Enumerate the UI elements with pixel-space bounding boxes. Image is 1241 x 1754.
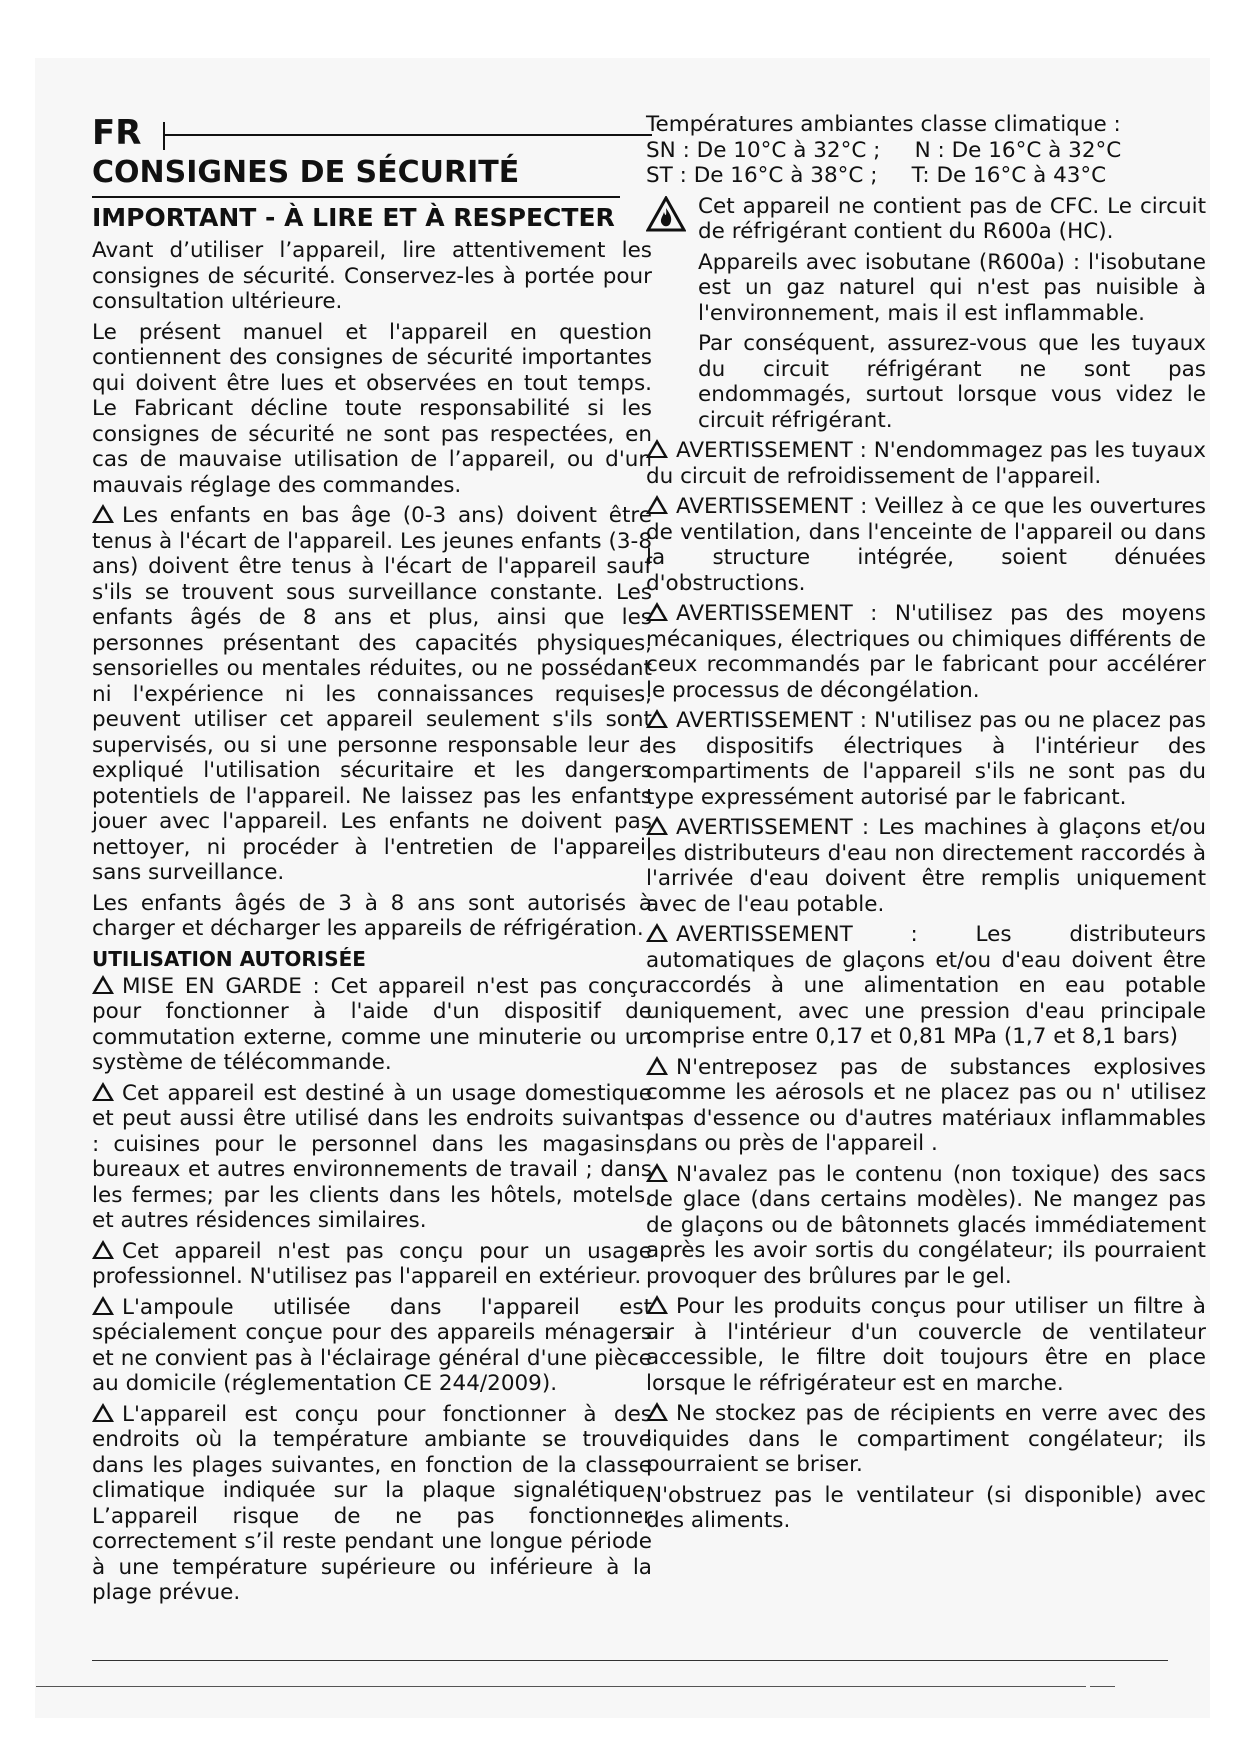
warning-triangle-icon <box>646 709 668 728</box>
warning-ice-makers: AVERTISSEMENT : Les machines à glaçons et/ou les distributeurs d'eau non directement raccordés à l'arrivée d'eau doivent être remplis uniquement avec de l'eau potable. <box>646 815 1206 917</box>
professional-use-warning: Cet appareil n'est pas conçu pour un usage professionnel. N'utilisez pas l'appareil en extérieur. <box>92 1238 652 1289</box>
warning-triangle-icon <box>92 1240 114 1259</box>
isobutane-paragraph: Appareils avec isobutane (R600a) : l'isobutane est un gaz naturel qui n'est pas nuisible à l'environnement, mais il est inflammable. <box>698 249 1206 326</box>
refrigerant-pipes-paragraph: Par conséquent, assurez-vous que les tuyaux du circuit réfrigérant ne sont pas endommagés, surtout lorsque vous videz le circuit réfrigérant. <box>698 331 1206 433</box>
bottom-divider <box>92 1660 1168 1661</box>
warning-triangle-icon <box>646 923 668 942</box>
warning-triangle-icon <box>646 602 668 621</box>
language-header <box>92 112 652 154</box>
warning-cooling-circuit: AVERTISSEMENT : N'endommagez pas les tuyaux du circuit de refroidissement de l'appareil. <box>646 438 1206 489</box>
warning-explosives: N'entreposez pas de substances explosives comme les aérosols et ne placez pas ou n' utilisez pas d'essence ou d'autres matériaux inflammables dans ou près de l'appareil . <box>646 1054 1206 1156</box>
flammable-warning-icon <box>646 196 686 232</box>
warning-triangle-icon <box>646 1402 668 1421</box>
warning-triangle-icon <box>92 975 114 994</box>
cfc-paragraph: Cet appareil ne contient pas de CFC. Le circuit de réfrigérant contient du R600a (HC). <box>698 193 1206 244</box>
warning-triangle-icon <box>646 439 668 458</box>
warning-triangle-icon <box>646 495 668 514</box>
left-column <box>92 112 652 1611</box>
authorized-use-heading: UTILISATION AUTORISÉE <box>92 946 366 971</box>
warning-triangle-icon <box>92 1403 114 1422</box>
external-switch-warning: MISE EN GARDE : Cet appareil n'est pas conçu pour fonctionner à l'aide d'un dispositif de commutation externe, comme une minuterie ou un système de télécommande. <box>92 973 652 1075</box>
children-paragraph: Les enfants en bas âge (0-3 ans) doivent être tenus à l'écart de l'appareil. Les jeunes enfants (3-8 ans) doivent être tenus à l'écart de l'appareil sauf s'ils se trouvent sous surveillance constante. Les enfants âgés de 8 ans et plus, ainsi que les personnes présentant des capacités physiques, sensorielles ou mentales réduites, ou ne possédant ni l'expérience ni les connaissances requises, peuvent utiliser cet appareil seulement s'ils sont supervisés, ou si une personne responsable leur a expliqué l'utilisation sécuritaire et les dangers potentiels de l'appareil. Ne laissez pas les enfants jouer avec l'appareil. Les enfants ne doivent pas nettoyer, ni procéder à l'entretien de l'appareil sans surveillance. <box>92 503 652 885</box>
footer-divider-end <box>1090 1686 1115 1687</box>
warning-ventilation: AVERTISSEMENT : Veillez à ce que les ouvertures de ventilation, dans l'enceinte de l'appareil ou dans la structure intégrée, soient dénuées d'obstructions. <box>646 494 1206 596</box>
climate-title: Températures ambiantes classe climatique : <box>646 112 1121 137</box>
right-column <box>646 112 1206 1539</box>
header-rule <box>163 134 652 136</box>
bulb-warning: L'ampoule utilisée dans l'appareil est spécialement conçue pour des appareils ménagers et ne convient pas à l'éclairage général d'une pièce au domicile (réglementation CE 244/2009). <box>92 1294 652 1396</box>
important-subtitle: IMPORTANT - À LIRE ET À RESPECTER <box>92 203 615 232</box>
cfc-block <box>646 194 1206 434</box>
warning-triangle-icon <box>92 504 114 523</box>
warning-triangle-icon <box>92 1296 114 1315</box>
climate-line-1: SN : De 10°C à 32°C ; N : De 16°C à 32°C <box>646 137 1122 163</box>
warning-triangle-icon <box>92 1082 114 1101</box>
fan-paragraph: N'obstruez pas le ventilateur (si disponible) avec des aliments. <box>646 1482 1206 1533</box>
manual-paragraph: Le présent manuel et l'appareil en question contiennent des consignes de sécurité importantes qui doivent être lues et observées en tout temps. Le Fabricant décline toute responsabilité si les consignes de sécurité ne sont pas respectées, en cas de mauvaise utilisation de l’appareil, ou d'un mauvais réglage des commandes. <box>92 319 652 498</box>
intro-paragraph: Avant d’utiliser l’appareil, lire attentivement les consignes de sécurité. Conservez-les à portée pour consultation ultérieure. <box>92 238 652 314</box>
climate-line-2: ST : De 16°C à 38°C ; T: De 16°C à 43°C <box>646 163 1107 188</box>
warning-triangle-icon <box>646 1056 668 1075</box>
warning-water-dispensers: AVERTISSEMENT : Les distributeurs automatiques de glaçons et/ou d'eau doivent être raccordés à une alimentation en eau potable uniquement, avec une pression d'eau principale comprise entre 0,17 et 0,81 MPa (1,7 et 8,1 bars) <box>646 922 1206 1049</box>
warning-electrical-devices: AVERTISSEMENT : N'utilisez pas ou ne placez pas les dispositifs électriques à l'intérieur des compartiments de l'appareil s'ils ne sont pas du type expressément autorisé par le fabricant. <box>646 708 1206 810</box>
warning-ice-packs: N'avalez pas le contenu (non toxique) des sacs de glace (dans certains modèles). Ne mangez pas de glaçons ou de bâtonnets glacés immédiatement après les avoir sortis du congélateur; ils pourraient provoquer des brûlures par le gel. <box>646 1161 1206 1289</box>
children-loading-paragraph: Les enfants âgés de 3 à 8 ans sont autorisés à charger et décharger les appareils de réfrigération. <box>92 890 652 941</box>
warning-triangle-icon <box>646 1295 668 1314</box>
warning-triangle-icon <box>646 1163 668 1182</box>
temperature-warning: L'appareil est conçu pour fonctionner à des endroits où la température ambiante se trouve dans les plages suivantes, en fonction de la classe climatique indiquée sur la plaque signalétique. L’appareil risque de ne pas fonctionner correctement s’il reste pendant une longue période à une température supérieure ou inférieure à la plage prévue. <box>92 1401 652 1605</box>
domestic-use-warning: Cet appareil est destiné à un usage domestique et peut aussi être utilisé dans les endroits suivants : cuisines pour le personnel dans les magasins, bureaux et autres environnements de travail ; dans les fermes; par les clients dans les hôtels, motels, et autres résidences similaires. <box>92 1080 652 1233</box>
footer-divider <box>36 1686 1086 1687</box>
warning-triangle-icon <box>646 816 668 835</box>
warning-glass-containers: Ne stockez pas de récipients en verre avec des liquides dans le compartiment congélateur; ils pourraient se briser. <box>646 1401 1206 1477</box>
page-title: CONSIGNES DE SÉCURITÉ <box>92 154 620 198</box>
language-code: FR <box>92 113 142 153</box>
warning-defrosting: AVERTISSEMENT : N'utilisez pas des moyens mécaniques, électriques ou chimiques différents de ceux recommandés par le fabricant pour accélérer le processus de décongélation. <box>646 601 1206 703</box>
warning-air-filter: Pour les produits conçus pour utiliser un filtre à air à l'intérieur d'un couvercle de ventilateur accessible, le filtre doit toujours être en place lorsque le réfrigérateur est en marche. <box>646 1294 1206 1396</box>
